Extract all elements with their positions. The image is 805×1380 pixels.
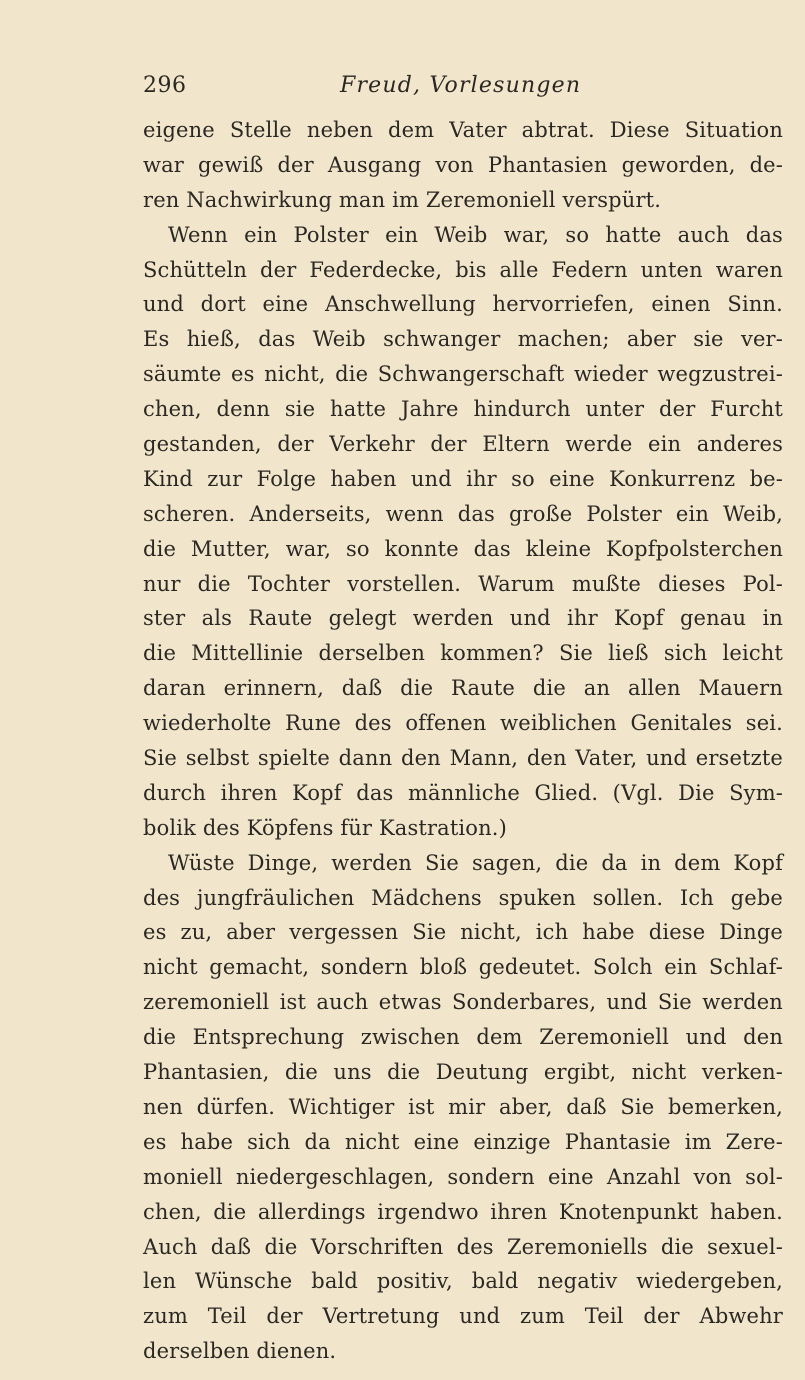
text-line: chen, denn sie hatte Jahre hindurch unter der Furcht xyxy=(143,397,783,422)
text-line: nen dürfen. Wichtiger ist mir aber, daß Sie bemerken, xyxy=(143,1094,783,1119)
text-line: derselben dienen. xyxy=(143,1339,337,1364)
text-line: die Mutter, war, so konnte das kleine Kopfpolsterchen xyxy=(143,536,783,561)
text-line: Auch daß die Vorschriften des Zeremoniells die sexuel- xyxy=(143,1234,783,1259)
text-line: es zu, aber vergessen Sie nicht, ich habe diese Dinge xyxy=(143,920,783,945)
text-line: es habe sich da nicht eine einzige Phantasie im Zere- xyxy=(143,1129,783,1154)
text-line: und dort eine Anschwellung hervorriefen, einen Sinn. xyxy=(143,292,783,317)
running-title: Freud, Vorlesungen xyxy=(340,73,582,98)
text-line: war gewiß der Ausgang von Phantasien geworden, de- xyxy=(143,152,783,177)
text-line: zum Teil der Vertretung und zum Teil der Abwehr xyxy=(143,1304,783,1329)
text-line: wiederholte Rune des offenen weiblichen Genitales sei. xyxy=(143,711,783,736)
text-line: bolik des Köpfens für Kastration.) xyxy=(143,815,507,840)
text-line: Schütteln der Federdecke, bis alle Federn unten waren xyxy=(143,257,783,282)
text-line: eigene Stelle neben dem Vater abtrat. Diese Situation xyxy=(143,118,783,142)
text-line: zeremoniell ist auch etwas Sonderbares, und Sie werden xyxy=(143,990,783,1015)
text-line: ren Nachwirkung man im Zeremoniell verspürt. xyxy=(143,187,662,212)
page-number: 296 xyxy=(143,73,187,98)
text-line: des jungfräulichen Mädchens spuken sollen. Ich gebe xyxy=(143,885,783,910)
text-line: Kind zur Folge haben und ihr so eine Konkurrenz be- xyxy=(143,466,783,491)
text-line: moniell niedergeschlagen, sondern eine Anzahl von sol- xyxy=(143,1164,783,1189)
text-line: Sie selbst spielte dann den Mann, den Vater, und ersetzte xyxy=(143,746,783,771)
body-text xyxy=(143,113,783,1369)
text-line: daran erinnern, daß die Raute die an allen Mauern xyxy=(143,676,783,701)
text-line: ster als Raute gelegt werden und ihr Kopf genau in xyxy=(143,606,783,631)
text-line: Wenn ein Polster ein Weib war, so hatte auch das xyxy=(168,222,783,247)
running-head xyxy=(143,73,783,107)
text-line: gestanden, der Verkehr der Eltern werde ein anderes xyxy=(143,432,783,457)
text-line: durch ihren Kopf das männliche Glied. (Vgl. Die Sym- xyxy=(143,780,783,805)
text-line: die Entsprechung zwischen dem Zeremoniell und den xyxy=(143,1025,783,1050)
text-line: scheren. Anderseits, wenn das große Polster ein Weib, xyxy=(143,501,783,526)
text-line: nur die Tochter vorstellen. Warum mußte dieses Pol- xyxy=(143,571,783,596)
text-line: len Wünsche bald positiv, bald negativ wiedergeben, xyxy=(143,1269,783,1294)
text-line: nicht gemacht, sondern bloß gedeutet. Solch ein Schlaf- xyxy=(143,955,783,980)
text-line: Wüste Dinge, werden Sie sagen, die da in dem Kopf xyxy=(168,850,783,875)
text-line: die Mittellinie derselben kommen? Sie ließ sich leicht xyxy=(143,641,783,666)
text-line: Phantasien, die uns die Deutung ergibt, nicht verken- xyxy=(143,1060,783,1085)
text-line: säumte es nicht, die Schwangerschaft wieder wegzustrei- xyxy=(143,362,783,387)
text-line: chen, die allerdings irgendwo ihren Knotenpunkt haben. xyxy=(143,1199,783,1224)
text-line: Es hieß, das Weib schwanger machen; aber sie ver- xyxy=(143,327,783,352)
